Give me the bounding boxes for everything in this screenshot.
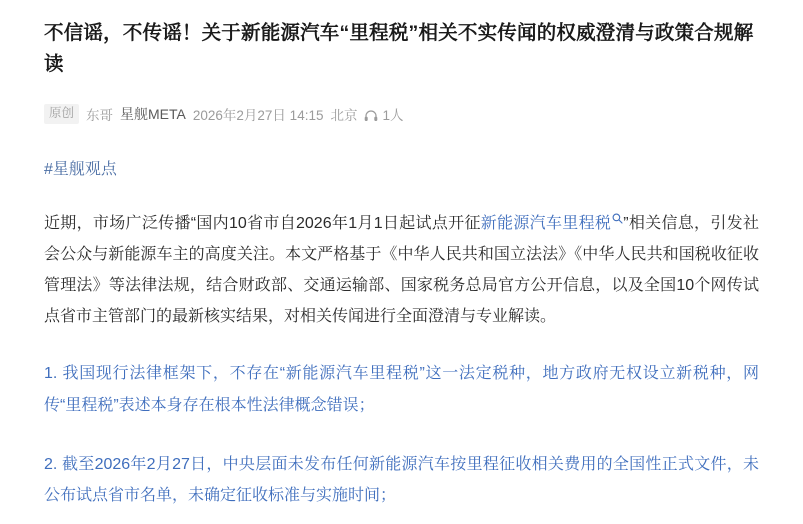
source-name[interactable]: 星舰META: [120, 106, 186, 123]
publish-datetime: 2026年2月27日 14:15: [192, 108, 324, 124]
publish-location: 北京: [330, 108, 358, 124]
listen-button[interactable]: [364, 104, 403, 124]
paragraph-intro-part2: ”相关信息，引发社会公众与新能源车主的高度关注。本文严格基于《中华人民共和国立法法》《中华人民共和国税收征收管理法》等法律法规，结合财政部、交通运输部、国家税务总局官方公开信息，以及全国10个网传试点省市主管部门的最新核实结果，对相关传闻进行全面澄清与专业解读。: [44, 214, 759, 326]
page-title: 不信谣，不传谣！关于新能源汽车“里程税”相关不实传闻的权威澄清与政策合规解读: [44, 22, 754, 76]
list-item-1: 1. 我国现行法律框架下，不存在“新能源汽车里程税”这一法定税种，地方政府无权设立新税种，网传“里程税”表述本身存在根本性法律概念错误；: [44, 365, 759, 414]
paragraph-intro-part1: 近期，市场广泛传播“国内10省市自2026年1月1日起试点开征: [44, 214, 481, 232]
list-item-2: 2. 截至2026年2月27日，中央层面未发布任何新能源汽车按里程征收相关费用的全国性正式文件，未公布试点省市名单，未确定征收标准与实施时间；: [44, 455, 759, 504]
author-name: 东哥: [86, 108, 114, 124]
headphone-icon: [364, 109, 378, 122]
listen-count: 1人: [382, 108, 404, 124]
article-meta: [44, 104, 759, 124]
topic-tag[interactable]: #星舰观点: [44, 161, 117, 179]
keyword-link-mileage-tax[interactable]: [481, 215, 623, 232]
paragraph-intro: [44, 208, 759, 333]
search-icon: [612, 213, 623, 224]
original-badge: 原创: [44, 104, 79, 124]
keyword-link-label: 新能源汽车里程税: [480, 214, 612, 232]
